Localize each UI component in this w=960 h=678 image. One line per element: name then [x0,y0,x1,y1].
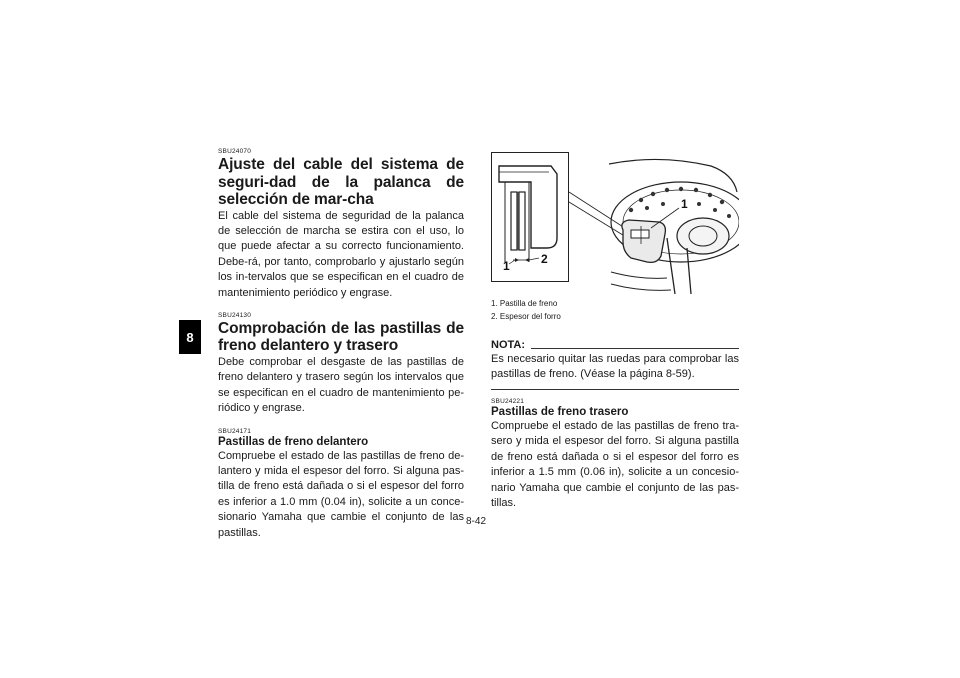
section-code: SBU24130 [218,311,252,319]
note-rule [531,348,739,349]
note-label: NOTA: [491,339,526,351]
page-number: 8-42 [466,516,487,527]
section-code: SBU24221 [491,398,525,405]
callout-1-main: 1 [681,197,688,211]
section-body-rear-pads: Compruebe el estado de las pastillas de freno tra-sero y mida el espesor del forro. Si alguna pastilla de freno está dañada o si el espesor del forro es inferior a 1.5 mm (0.06 in), solicite a un concesio-nario Yamaha que cambie el conjunto de las pas-tillas. [491,420,739,510]
figure-captions [491,298,739,323]
section-code: SBU24070 [218,148,252,155]
caption-lining-thickness: 2. Espesor del forro [491,311,561,321]
section-title-front-pads: Pastillas de freno delantero [218,435,369,448]
section-body-shift-cable: El cable del sistema de seguridad de la palanca de selección de marcha se estira con el uso, lo que puede afectar a su correcto funcionamiento. Debe-rá, por tanto, comprobarlo y ajustarlo según los in-tervalos que se especifican en el cuadro de mantenimiento periódico y engrase. [218,209,464,299]
section-body-front-pads: Compruebe el estado de las pastillas de freno de-lantero y mida el espesor del forro. Si alguna pas-tilla de freno está dañada o si el espesor del forro es inferior a 1.0 mm (0.04 in), solicite a un conce-sionario Yamaha que cambie el conjunto de las pastillas. [218,449,464,539]
brake-pad-figure [491,152,739,294]
callout-2-inset: 2 [541,252,548,266]
section-title-brake-pads: Comprobación de las pastillas de freno delantero y trasero [218,319,464,355]
section-title-shift-cable: Ajuste del cable del sistema de seguri-dad de la palanca de selección de mar-cha [218,156,464,208]
chapter-tab-number: 8 [186,329,194,345]
section-code: SBU24171 [218,427,252,435]
callout-1-inset: 1 [503,259,510,273]
section-body-brake-pads: Debe comprobar el desgaste de las pastillas de freno delantero y trasero según los intervalos que se especifican en el cuadro de mantenimiento pe-riódico y engrase. [218,355,464,415]
note-text: Es necesario quitar las ruedas para comprobar las pastillas de freno. (Véase la página 8-59). [491,353,739,381]
chapter-tab [179,320,201,354]
right-column-lower [491,398,739,511]
caption-brake-pad: 1. Pastilla de freno [491,299,558,308]
note-box [491,339,739,390]
brake-pad-illustration [491,152,739,294]
note-end-rule [491,389,739,390]
section-title-rear-pads: Pastillas de freno trasero [491,406,629,418]
left-column [218,148,464,541]
